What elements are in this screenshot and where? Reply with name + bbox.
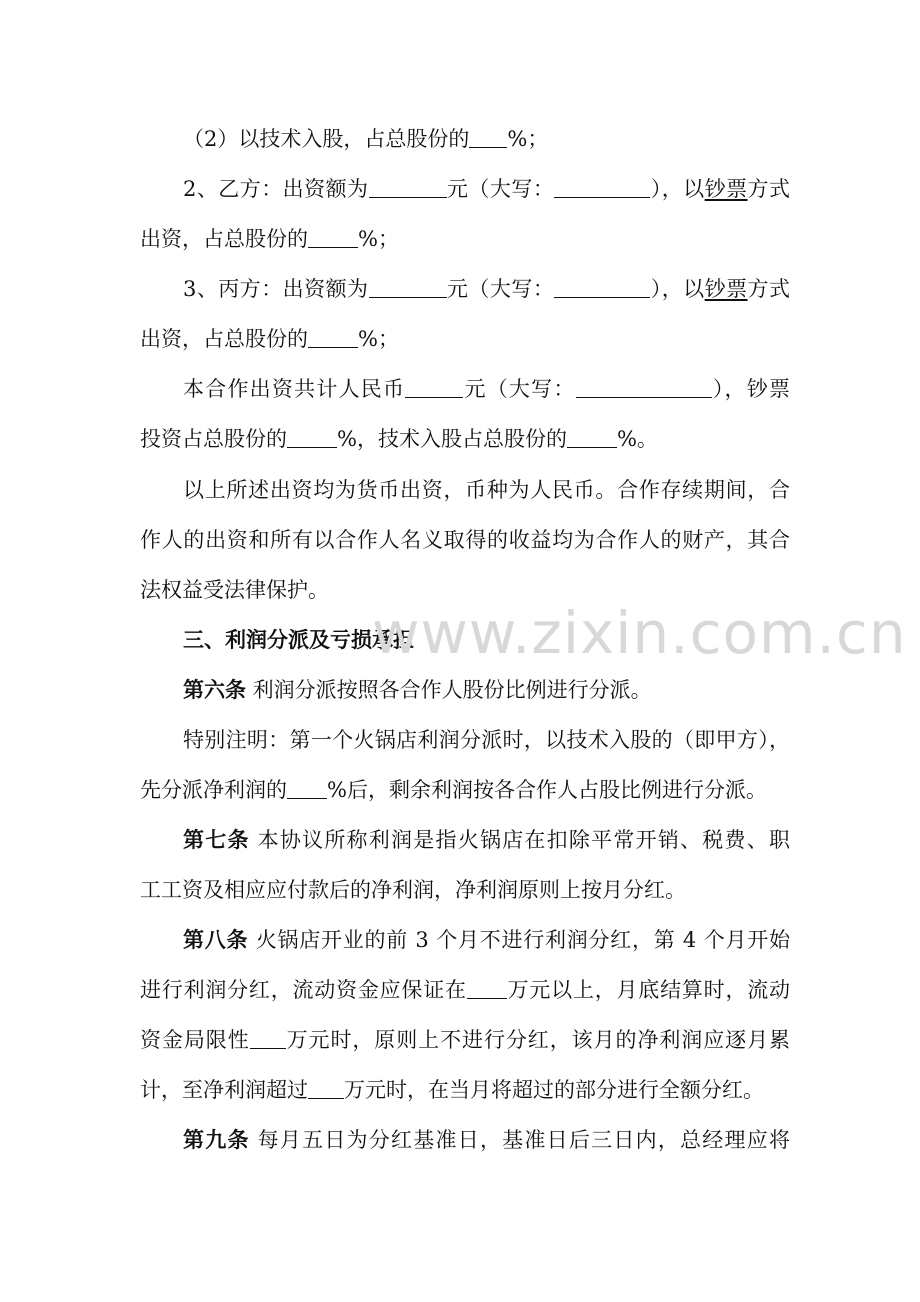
clause-line: （2）以技术入股，占总股份的 %；: [183, 127, 549, 151]
article-line: 第八条 火锅店开业的前 3 个月不进行利润分红，第 4 个月开始: [183, 928, 790, 952]
clause-line: 出资，占总股份的 %；: [140, 227, 399, 251]
fill-blank: [405, 375, 463, 398]
article-line: 第七条 本协议所称利润是指火锅店在扣除平常开销、税费、职: [183, 828, 790, 852]
watermark: www.zixin.com.cn: [372, 599, 907, 667]
paragraph-line: 工工资及相应应付款后的净利润，净利润原则上按月分红。: [140, 878, 686, 902]
article-label: 第七条: [183, 828, 250, 852]
fill-blank: [308, 1076, 344, 1099]
article-label: 第六条: [183, 678, 246, 702]
fill-blank: [554, 175, 650, 198]
fill-blank: [469, 125, 507, 148]
paragraph-line: 以上所述出资均为货币出资，币种为人民币。合作存续期间，合: [183, 478, 790, 502]
clause-line: 本合作出资共计人民币 元（大写： ），钞票: [183, 377, 791, 401]
fill-blank: [369, 275, 447, 298]
clause-line: 3、丙方：出资额为 元（大写： ），以钞票方式: [183, 277, 791, 301]
article-line: 第九条 每月五日为分红基准日，基准日后三日内，总经理应将: [183, 1128, 790, 1152]
section-heading: 三、利润分派及亏损承担: [183, 628, 414, 652]
fill-blank: [369, 175, 447, 198]
fill-blank: [308, 325, 358, 348]
paragraph-line: 法权益受法律保护。: [140, 578, 329, 602]
paragraph-line: 特别注明：第一个火锅店利润分派时，以技术入股的（即甲方），: [183, 728, 790, 752]
article-label: 第九条: [183, 1128, 250, 1152]
fill-blank: [554, 275, 650, 298]
clause-line: 进行利润分红，流动资金应保证在 万元以上，月底结算时，流动: [140, 978, 791, 1002]
clause-line: 资金局限性 万元时，原则上不进行分红，该月的净利润应逐月累: [140, 1028, 791, 1052]
paragraph-line: 作人的出资和所有以合作人名义取得的收益均为合作人的财产，其合: [140, 528, 790, 552]
clause-line: 先分派净利润的 %后，剩余利润按各合作人占股比例进行分派。: [140, 778, 767, 802]
fill-blank: [467, 976, 507, 999]
article-line: 第六条 利润分派按照各合作人股份比例进行分派。: [183, 678, 652, 702]
fill-blank: [287, 425, 337, 448]
fill-blank: [308, 225, 358, 248]
fill-blank: [287, 776, 327, 799]
fill-blank: [576, 375, 712, 398]
clause-line: 2、乙方：出资额为 元（大写： ），以钞票方式: [183, 177, 791, 201]
clause-line: 出资，占总股份的 %；: [140, 327, 399, 351]
fill-blank: [567, 425, 617, 448]
clause-line: 计，至净利润超过 万元时，在当月将超过的部分进行全额分红。: [140, 1078, 764, 1102]
clause-line: 投资占总股份的 %，技术入股占总股份的 %。: [140, 427, 658, 451]
article-label: 第八条: [183, 928, 249, 952]
fill-blank: [250, 1026, 286, 1049]
